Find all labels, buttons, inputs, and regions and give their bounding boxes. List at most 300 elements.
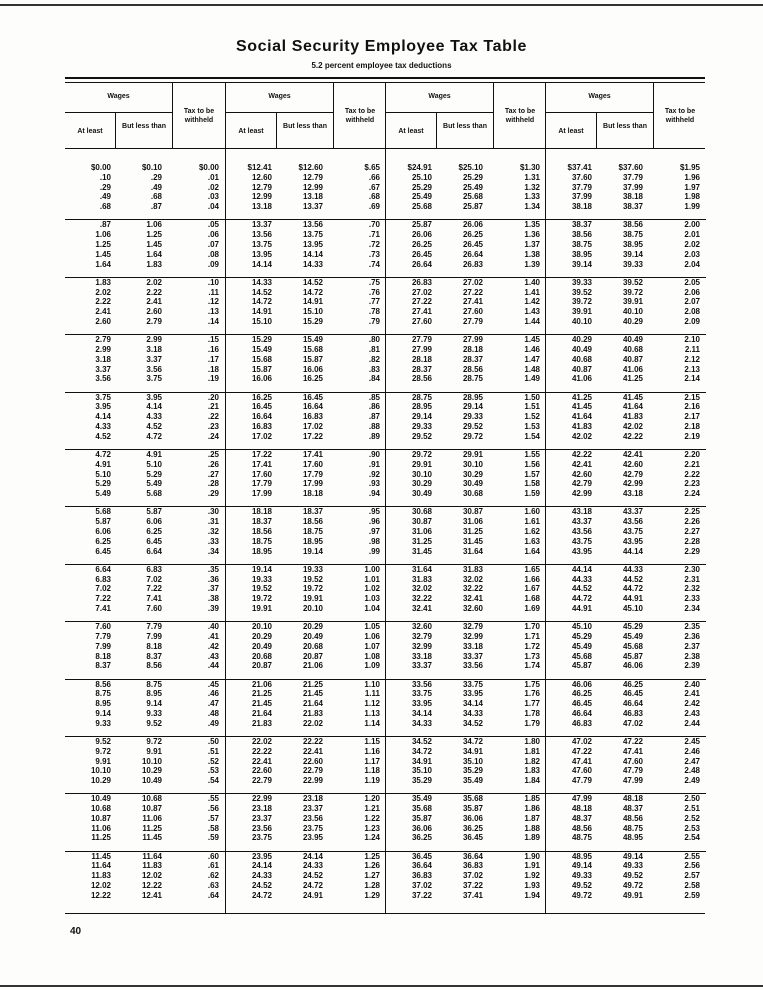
at-least-cell: 43.37 <box>571 517 592 527</box>
table-column-block <box>65 83 225 913</box>
table-row <box>386 450 546 460</box>
tax-withheld-header: Tax to be withheld <box>183 108 215 124</box>
but-less-than-cell: 8.95 <box>146 689 162 699</box>
tax-withheld-cell: .06 <box>207 230 219 240</box>
tax-withheld-cell: 1.41 <box>524 287 540 297</box>
row-group <box>226 450 386 507</box>
at-least-cell: 34.33 <box>411 718 432 728</box>
but-less-than-cell: 38.56 <box>622 220 643 230</box>
but-less-than-cell: 19.72 <box>302 584 323 594</box>
table-row <box>65 871 225 881</box>
table-row <box>65 652 225 662</box>
but-less-than-cell: 47.60 <box>622 756 643 766</box>
at-least-cell: 34.14 <box>411 708 432 718</box>
tax-withheld-cell: 1.04 <box>364 603 380 613</box>
table-row <box>546 622 706 632</box>
at-least-cell: 49.14 <box>571 861 592 871</box>
table-row <box>386 402 546 412</box>
but-less-than-cell: 41.45 <box>622 392 643 402</box>
tax-withheld-cell: .39 <box>207 603 219 613</box>
but-less-than-cell: .29 <box>150 172 162 182</box>
tax-withheld-cell: .21 <box>207 402 219 412</box>
table-row <box>226 719 386 729</box>
but-less-than-cell: 12.02 <box>141 871 162 881</box>
at-least-cell: 20.68 <box>251 651 272 661</box>
at-least-cell: 15.29 <box>251 335 272 345</box>
but-less-than-cell: 42.79 <box>622 469 643 479</box>
at-least-cell: 4.14 <box>95 412 111 422</box>
table-row <box>386 861 546 871</box>
table-row <box>226 470 386 480</box>
wages-header: Wages <box>268 93 291 100</box>
tax-withheld-cell: 2.35 <box>684 622 700 632</box>
at-least-cell: 8.37 <box>95 661 111 671</box>
but-less-than-cell: 42.60 <box>622 459 643 469</box>
but-less-than-cell: 45.49 <box>622 631 643 641</box>
tax-withheld-cell: 1.16 <box>364 746 380 756</box>
but-less-than-cell: 38.37 <box>622 202 643 212</box>
at-least-cell: 44.33 <box>571 574 592 584</box>
table-row <box>546 824 706 834</box>
table-row <box>386 345 546 355</box>
but-less-than-cell: 41.83 <box>622 412 643 422</box>
tax-withheld-cell: 2.04 <box>684 259 700 269</box>
tax-withheld-cell: .97 <box>368 526 380 536</box>
but-less-than-cell: 32.22 <box>462 584 483 594</box>
table-row <box>226 432 386 442</box>
but-less-than-header: But less than <box>122 123 166 130</box>
at-least-cell: 4.91 <box>95 459 111 469</box>
tax-withheld-cell: 2.59 <box>684 890 700 900</box>
tax-withheld-cell: .01 <box>207 172 219 182</box>
row-group <box>546 680 706 737</box>
but-less-than-cell: 36.64 <box>462 851 483 861</box>
at-least-cell: 28.18 <box>411 354 432 364</box>
at-least-cell: 3.95 <box>95 402 111 412</box>
at-least-cell: .68 <box>99 202 111 212</box>
tax-withheld-cell: 2.53 <box>684 823 700 833</box>
at-least-cell: 38.95 <box>571 249 592 259</box>
tax-withheld-cell: 1.19 <box>364 776 380 786</box>
tax-withheld-cell: .54 <box>207 776 219 786</box>
at-least-cell: 21.25 <box>251 689 272 699</box>
table-row <box>65 776 225 786</box>
row-group <box>226 335 386 392</box>
tax-withheld-cell: 2.24 <box>684 489 700 499</box>
at-least-cell: 35.49 <box>411 794 432 804</box>
at-least-cell: 25.68 <box>411 202 432 212</box>
at-least-cell: 6.25 <box>95 536 111 546</box>
but-less-than-cell: 49.72 <box>622 881 643 891</box>
but-less-than-cell: 32.79 <box>462 622 483 632</box>
table-row <box>226 575 386 585</box>
at-least-cell: 2.60 <box>95 316 111 326</box>
tax-withheld-cell: 1.27 <box>364 871 380 881</box>
table-row <box>226 824 386 834</box>
table-row <box>546 652 706 662</box>
tax-withheld-cell: .34 <box>207 546 219 556</box>
but-less-than-cell: 25.68 <box>462 192 483 202</box>
at-least-cell: 8.18 <box>95 651 111 661</box>
table-row <box>226 680 386 690</box>
at-least-cell: 13.56 <box>251 230 272 240</box>
but-less-than-cell: 34.52 <box>462 718 483 728</box>
table-row <box>546 594 706 604</box>
but-less-than-cell: 35.87 <box>462 804 483 814</box>
but-less-than-cell: 27.79 <box>462 316 483 326</box>
tax-withheld-cell: .80 <box>368 335 380 345</box>
at-least-cell: 2.22 <box>95 297 111 307</box>
at-least-cell: 15.87 <box>251 364 272 374</box>
table-row <box>546 794 706 804</box>
at-least-cell: 11.83 <box>91 871 111 881</box>
table-row <box>226 163 386 173</box>
at-least-cell: 39.14 <box>571 259 592 269</box>
table-row <box>546 183 706 193</box>
at-least-cell: 39.91 <box>571 307 592 317</box>
but-less-than-cell: 43.95 <box>622 536 643 546</box>
tax-withheld-cell: .68 <box>368 192 380 202</box>
table-row <box>546 547 706 557</box>
table-row <box>226 699 386 709</box>
tax-withheld-cell: .55 <box>207 794 219 804</box>
table-row <box>386 537 546 547</box>
tax-withheld-cell: 1.07 <box>364 641 380 651</box>
at-least-cell: 26.45 <box>411 249 432 259</box>
at-least-cell: 26.06 <box>411 230 432 240</box>
table-row <box>65 632 225 642</box>
at-least-cell: 32.22 <box>411 594 432 604</box>
tax-withheld-header: Tax to be withheld <box>664 108 696 124</box>
table-row <box>226 250 386 260</box>
at-least-cell: 27.60 <box>411 316 432 326</box>
at-least-cell: 38.18 <box>571 202 592 212</box>
but-less-than-cell: 12.41 <box>141 890 162 900</box>
at-least-cell: 12.22 <box>90 890 111 900</box>
at-least-cell: 10.10 <box>90 766 111 776</box>
at-least-cell: 32.60 <box>411 622 432 632</box>
table-row <box>546 881 706 891</box>
at-least-cell: 35.68 <box>411 804 432 814</box>
table-row <box>65 565 225 575</box>
table-row <box>65 260 225 270</box>
but-less-than-cell: 48.56 <box>622 813 643 823</box>
tax-withheld-cell: 1.72 <box>524 641 540 651</box>
table-row <box>65 881 225 891</box>
table-column-block <box>545 83 706 913</box>
at-least-cell: 33.18 <box>411 651 432 661</box>
table-row <box>226 479 386 489</box>
at-least-cell: 32.41 <box>411 603 432 613</box>
but-less-than-cell: 29.33 <box>462 412 483 422</box>
but-less-than-cell: 18.75 <box>302 526 323 536</box>
table-row <box>65 479 225 489</box>
tax-withheld-cell: 2.06 <box>684 287 700 297</box>
but-less-than-cell: 16.25 <box>302 374 323 384</box>
table-row <box>546 202 706 212</box>
tax-withheld-cell: 2.09 <box>684 316 700 326</box>
but-less-than-cell: 43.18 <box>622 489 643 499</box>
table-row <box>65 737 225 747</box>
but-less-than-cell: 6.25 <box>146 526 162 536</box>
table-row <box>546 365 706 375</box>
table-rows <box>386 163 546 909</box>
wages-rule <box>546 112 653 113</box>
but-less-than-cell: 7.41 <box>146 594 162 604</box>
table-row <box>546 412 706 422</box>
tax-withheld-cell: 1.75 <box>524 679 540 689</box>
at-least-cell: 39.52 <box>571 287 592 297</box>
tax-withheld-cell: 1.38 <box>524 249 540 259</box>
table-row <box>386 220 546 230</box>
but-less-than-cell: 15.68 <box>302 344 323 354</box>
but-less-than-cell: 13.56 <box>302 220 323 230</box>
but-less-than-cell: 3.18 <box>146 344 162 354</box>
but-less-than-cell: 41.64 <box>622 402 643 412</box>
table-row <box>65 173 225 183</box>
at-least-cell: 29.14 <box>411 412 432 422</box>
table-row <box>226 881 386 891</box>
tax-withheld-cell: .36 <box>207 574 219 584</box>
row-group <box>546 450 706 507</box>
tax-withheld-cell: 2.27 <box>684 526 700 536</box>
tax-withheld-cell: 2.50 <box>684 794 700 804</box>
table-row <box>65 335 225 345</box>
row-group <box>226 680 386 737</box>
at-least-cell: 48.18 <box>571 804 592 814</box>
row-group <box>65 565 225 622</box>
table-row <box>386 355 546 365</box>
tax-withheld-cell: 2.58 <box>684 881 700 891</box>
but-less-than-cell: 21.45 <box>302 689 323 699</box>
tax-withheld-cell: 2.12 <box>684 354 700 364</box>
table-row <box>546 460 706 470</box>
but-less-than-cell: 13.18 <box>302 192 323 202</box>
at-least-cell: 30.49 <box>411 489 432 499</box>
at-least-cell: 19.52 <box>251 584 272 594</box>
table-row <box>386 183 546 193</box>
tax-withheld-cell: 2.00 <box>684 220 700 230</box>
but-less-than-cell: 16.45 <box>302 392 323 402</box>
table-row <box>546 345 706 355</box>
but-less-than-cell: 6.06 <box>146 517 162 527</box>
at-least-header: At least <box>398 128 424 135</box>
table-row <box>65 689 225 699</box>
table-row <box>386 202 546 212</box>
table-row <box>386 604 546 614</box>
at-least-cell: 36.25 <box>411 833 432 843</box>
tax-withheld-cell: 1.58 <box>524 479 540 489</box>
but-less-than-cell: 45.29 <box>622 622 643 632</box>
at-least-cell: 23.95 <box>251 851 272 861</box>
row-group <box>65 852 225 909</box>
at-least-cell: 6.45 <box>95 546 111 556</box>
table-row <box>226 737 386 747</box>
tax-withheld-cell: 1.55 <box>524 449 540 459</box>
tax-withheld-cell: .10 <box>207 277 219 287</box>
at-least-cell: $0.00 <box>90 163 111 172</box>
table-row <box>386 173 546 183</box>
but-less-than-cell: 22.99 <box>302 776 323 786</box>
tax-withheld-cell: 1.76 <box>524 689 540 699</box>
table-row <box>65 794 225 804</box>
at-least-cell: 42.22 <box>571 449 592 459</box>
at-least-cell: 27.02 <box>411 287 432 297</box>
table-row <box>65 594 225 604</box>
tax-withheld-cell: 1.86 <box>524 804 540 814</box>
table-row <box>546 432 706 442</box>
at-least-cell: 7.79 <box>95 631 111 641</box>
table-row <box>226 537 386 547</box>
row-group <box>386 852 546 909</box>
tax-withheld-cell: .11 <box>208 287 219 297</box>
tax-withheld-cell: .94 <box>368 489 380 499</box>
but-less-than-cell: 2.02 <box>146 277 162 287</box>
at-least-cell: 2.99 <box>95 344 111 354</box>
tax-withheld-cell: 1.79 <box>524 718 540 728</box>
tax-withheld-cell: 1.26 <box>364 861 380 871</box>
at-least-cell: 34.72 <box>411 746 432 756</box>
table-row <box>386 709 546 719</box>
at-least-cell: 33.56 <box>411 679 432 689</box>
wages-rule <box>386 112 493 113</box>
at-least-cell: 6.64 <box>95 564 111 574</box>
but-less-than-cell: .68 <box>150 192 162 202</box>
but-less-than-cell: 6.45 <box>146 536 162 546</box>
but-less-than-cell: 29.52 <box>462 421 483 431</box>
but-less-than-cell: 15.87 <box>302 354 323 364</box>
row-group <box>65 794 225 851</box>
tax-withheld-cell: .56 <box>207 804 219 814</box>
table-row <box>386 297 546 307</box>
tax-withheld-cell: .35 <box>207 564 219 574</box>
but-less-than-cell: 33.95 <box>462 689 483 699</box>
tax-withheld-cell: 1.08 <box>364 651 380 661</box>
table-row <box>546 680 706 690</box>
table-row <box>226 260 386 270</box>
tax-withheld-cell: 1.37 <box>524 239 540 249</box>
at-least-cell: 44.91 <box>571 603 592 613</box>
tax-withheld-cell: 1.28 <box>364 881 380 891</box>
table-row <box>546 632 706 642</box>
at-least-cell: 24.33 <box>251 871 272 881</box>
at-least-cell: 4.33 <box>95 421 111 431</box>
at-least-cell: 19.14 <box>251 564 272 574</box>
table-row <box>65 470 225 480</box>
row-group <box>226 852 386 909</box>
at-least-cell: 5.10 <box>95 469 111 479</box>
row-group <box>386 278 546 335</box>
at-least-cell: 16.45 <box>251 402 272 412</box>
tax-withheld-cell: 1.47 <box>524 354 540 364</box>
tax-withheld-cell: .75 <box>368 277 380 287</box>
table-row <box>65 517 225 527</box>
at-least-cell: 22.41 <box>251 756 272 766</box>
table-row <box>546 852 706 862</box>
tax-withheld-cell: 1.29 <box>364 890 380 900</box>
tax-withheld-cell: .24 <box>207 431 219 441</box>
at-least-cell: 24.14 <box>251 861 272 871</box>
but-less-than-cell: 9.52 <box>146 718 162 728</box>
at-least-cell: 12.02 <box>90 881 111 891</box>
but-less-than-cell: 20.10 <box>302 603 323 613</box>
at-least-cell: 3.75 <box>95 392 111 402</box>
row-group <box>226 278 386 335</box>
but-less-than-cell: 19.33 <box>302 564 323 574</box>
but-less-than-cell: 26.83 <box>462 259 483 269</box>
table-row <box>546 814 706 824</box>
tax-withheld-cell: .76 <box>368 287 380 297</box>
row-group <box>65 622 225 679</box>
table-row <box>546 422 706 432</box>
at-least-cell: 19.72 <box>251 594 272 604</box>
but-less-than-cell: 30.87 <box>462 507 483 517</box>
tax-withheld-cell: 1.46 <box>524 344 540 354</box>
but-less-than-cell: 13.95 <box>302 239 323 249</box>
tax-withheld-cell: .46 <box>207 689 219 699</box>
table-row <box>226 220 386 230</box>
at-least-cell: 11.25 <box>91 833 111 843</box>
but-less-than-cell: 7.79 <box>146 622 162 632</box>
at-least-cell: 7.60 <box>95 622 111 632</box>
table-row <box>226 584 386 594</box>
table-row <box>546 278 706 288</box>
table-row <box>386 250 546 260</box>
tax-withheld-cell: 1.59 <box>524 489 540 499</box>
but-less-than-cell: 6.83 <box>146 564 162 574</box>
tax-withheld-cell: .42 <box>207 641 219 651</box>
but-less-than-cell: 17.41 <box>302 449 323 459</box>
tax-withheld-cell: 1.69 <box>524 603 540 613</box>
table-row <box>386 814 546 824</box>
tax-withheld-cell: 1.20 <box>364 794 380 804</box>
but-less-than-cell: 3.56 <box>146 364 162 374</box>
but-less-than-cell: 35.10 <box>462 756 483 766</box>
but-less-than-cell: 35.29 <box>462 766 483 776</box>
at-least-cell: 40.10 <box>571 316 592 326</box>
but-less-than-cell: 37.99 <box>622 182 643 192</box>
but-less-than-cell: 30.49 <box>462 479 483 489</box>
tax-withheld-cell: .45 <box>207 679 219 689</box>
table-row <box>386 594 546 604</box>
at-least-cell: 17.79 <box>251 479 272 489</box>
at-least-cell: 13.75 <box>251 239 272 249</box>
table-row <box>226 757 386 767</box>
table-row <box>546 661 706 671</box>
but-less-than-cell: 24.33 <box>302 861 323 871</box>
table-row <box>65 861 225 871</box>
tax-withheld-cell: 1.63 <box>524 536 540 546</box>
tax-withheld-cell: 2.32 <box>684 584 700 594</box>
at-least-cell: 32.79 <box>411 631 432 641</box>
but-less-than-cell: 19.14 <box>302 546 323 556</box>
tax-withheld-cell: 2.55 <box>684 851 700 861</box>
at-least-cell: 27.99 <box>411 344 432 354</box>
table-row <box>386 412 546 422</box>
table-row <box>65 374 225 384</box>
but-less-than-cell: 38.18 <box>622 192 643 202</box>
at-least-cell: 44.14 <box>571 564 592 574</box>
row-group <box>386 220 546 277</box>
but-less-than-cell: 47.79 <box>622 766 643 776</box>
but-less-than-cell: 31.83 <box>462 564 483 574</box>
tax-withheld-cell: .25 <box>207 449 219 459</box>
at-least-cell: 22.79 <box>251 776 272 786</box>
at-least-cell: 9.14 <box>95 708 111 718</box>
table-row <box>386 317 546 327</box>
table-row <box>546 479 706 489</box>
table-row <box>546 804 706 814</box>
